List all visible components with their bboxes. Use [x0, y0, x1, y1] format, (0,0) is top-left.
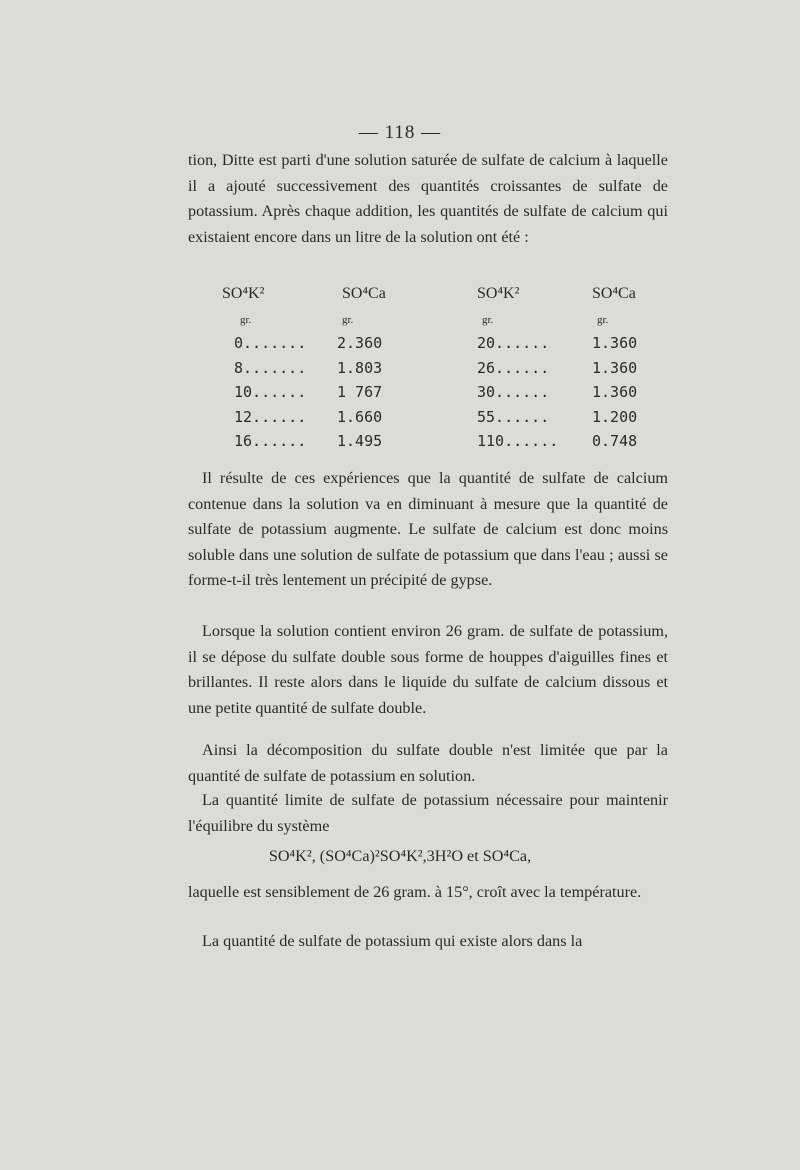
table-cell: 1.200: [592, 407, 638, 426]
paragraph-decomposition: Ainsi la décomposition du sulfate double n'est limitée que par la quantité de sulfate de potassium en solution.: [188, 741, 668, 785]
unit-label: gr.: [482, 314, 494, 326]
paragraph-intro: tion, Ditte est parti d'une solution saturée de sulfate de calcium à laquelle il a ajouté successivement des quantités croissantes de sulfate de potassium. Après chaque addition, les quantités de sulfate de calcium qui existaient encore dans un litre de la solution ont été :: [188, 151, 668, 246]
unit-label: gr.: [240, 314, 252, 326]
table-cell: 1.495: [337, 432, 383, 450]
table-cell: 10......: [234, 383, 307, 401]
table-cell: 0.748: [592, 432, 638, 450]
table-row: [222, 359, 652, 384]
paragraph-continuation: La quantité de sulfate de potassium qui existe alors dans la: [202, 932, 583, 950]
table-cell: 26......: [477, 358, 550, 377]
table-cell: 0.......: [234, 334, 307, 352]
table-cell: 110......: [477, 432, 559, 450]
table-cell: 1.803: [337, 358, 383, 377]
table-cell: 1.360: [592, 383, 638, 401]
paragraph-limit: La quantité limite de sulfate de potassium nécessaire pour maintenir l'équilibre du système: [188, 791, 668, 835]
table-units: [222, 310, 652, 334]
unit-label: gr.: [597, 314, 609, 326]
paragraph-temperature: laquelle est sensiblement de 26 gram. à 15°, croît avec la température.: [188, 883, 642, 901]
paragraph-precipitate: Lorsque la solution contient environ 26 gram. de sulfate de potassium, il se dépose du sulfate double sous forme de houppes d'aiguilles fines et brillantes. Il reste alors dans le liquide du sulfate de calcium dissous et une petite quantité de sulfate double.: [188, 622, 668, 717]
table-cell: 1.660: [337, 407, 383, 426]
table-cell: 16......: [234, 432, 307, 450]
header-so4k2-left: SO⁴K²: [222, 285, 265, 302]
table-cell: 8.......: [234, 358, 307, 377]
page-number: — 118 —: [358, 122, 442, 143]
table-row: [222, 334, 652, 359]
paragraph-result: Il résulte de ces expériences que la quantité de sulfate de calcium contenue dans la solution va en diminuant à mesure que la quantité de sulfate de potassium augmente. Le sulfate de calcium est donc moins soluble dans une solution de sulfate de potassium que dans l'eau ; aussi se forme-t-il très lentement un précipité de gypse.: [188, 469, 668, 589]
table-cell: 1.360: [592, 334, 638, 352]
table-cell: 55......: [477, 407, 550, 426]
table-cell: 20......: [477, 334, 550, 352]
header-so4ca-right: SO⁴Ca: [592, 285, 636, 302]
table-cell: 1.360: [592, 358, 638, 377]
table-cell: 1 767: [337, 383, 383, 401]
header-so4ca-left: SO⁴Ca: [342, 285, 386, 302]
table-header: [222, 285, 652, 310]
unit-label: gr.: [342, 314, 354, 326]
chemical-formula: SO⁴K², (SO⁴Ca)²SO⁴K²,3H²O et SO⁴Ca,: [268, 847, 532, 865]
table-row: [222, 432, 652, 457]
table-cell: 2.360: [337, 334, 383, 352]
table-row: [222, 383, 652, 408]
solubility-table: [222, 285, 652, 457]
header-so4k2-right: SO⁴K²: [477, 285, 520, 302]
table-row: [222, 408, 652, 433]
table-cell: 30......: [477, 383, 550, 401]
table-cell: 12......: [234, 407, 307, 426]
